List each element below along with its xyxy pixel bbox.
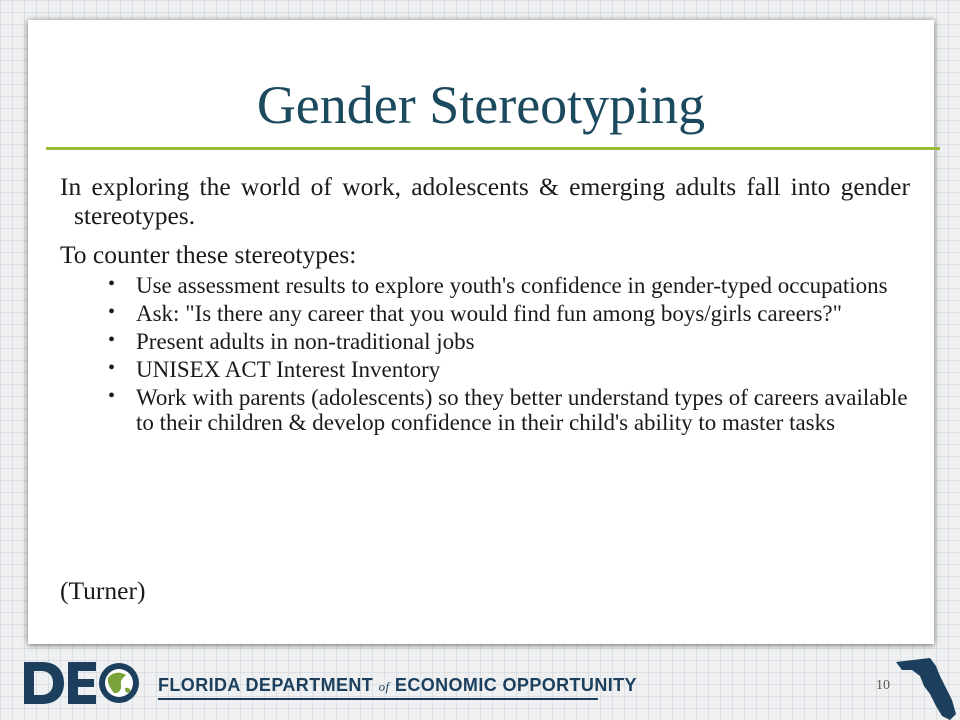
bullet-icon: • (108, 385, 116, 407)
slide-card (28, 20, 934, 644)
list-item: • Ask: "Is there any career that you would find fun among boys/girls careers?" (108, 301, 843, 326)
bullet-icon: • (108, 301, 116, 323)
deo-logo (22, 654, 140, 712)
list-item: • Use assessment results to explore youth's confidence in gender-typed occupations (108, 273, 888, 298)
list-item: • Present adults in non-traditional jobs (108, 329, 475, 354)
citation: (Turner) (60, 576, 146, 605)
bullet-icon: • (108, 357, 116, 379)
slide-title: Gender Stereotyping (256, 75, 706, 135)
intro-paragraph: In exploring the world of work, adolescents & emerging adults fall into gender stereotypes. (60, 172, 910, 230)
slide-body (60, 172, 910, 438)
bullet-icon: • (108, 273, 116, 295)
list-item: • UNISEX ACT Interest Inventory (108, 357, 441, 382)
footer-bar (0, 648, 960, 720)
agency-underline (158, 698, 598, 700)
bullet-icon: • (108, 329, 116, 351)
counter-heading: To counter these stereotypes: (60, 240, 357, 269)
title-divider (46, 147, 940, 150)
florida-state-icon (896, 648, 960, 720)
list-item: • Work with parents (adolescents) so they better understand types of careers available to their children & develop confidence in their child's ability to master tasks (108, 385, 908, 435)
bullet-list (60, 273, 910, 435)
page-number: 10 (876, 678, 890, 693)
agency-name: FLORIDA DEPARTMENT of ECONOMIC OPPORTUNITY (158, 675, 637, 695)
